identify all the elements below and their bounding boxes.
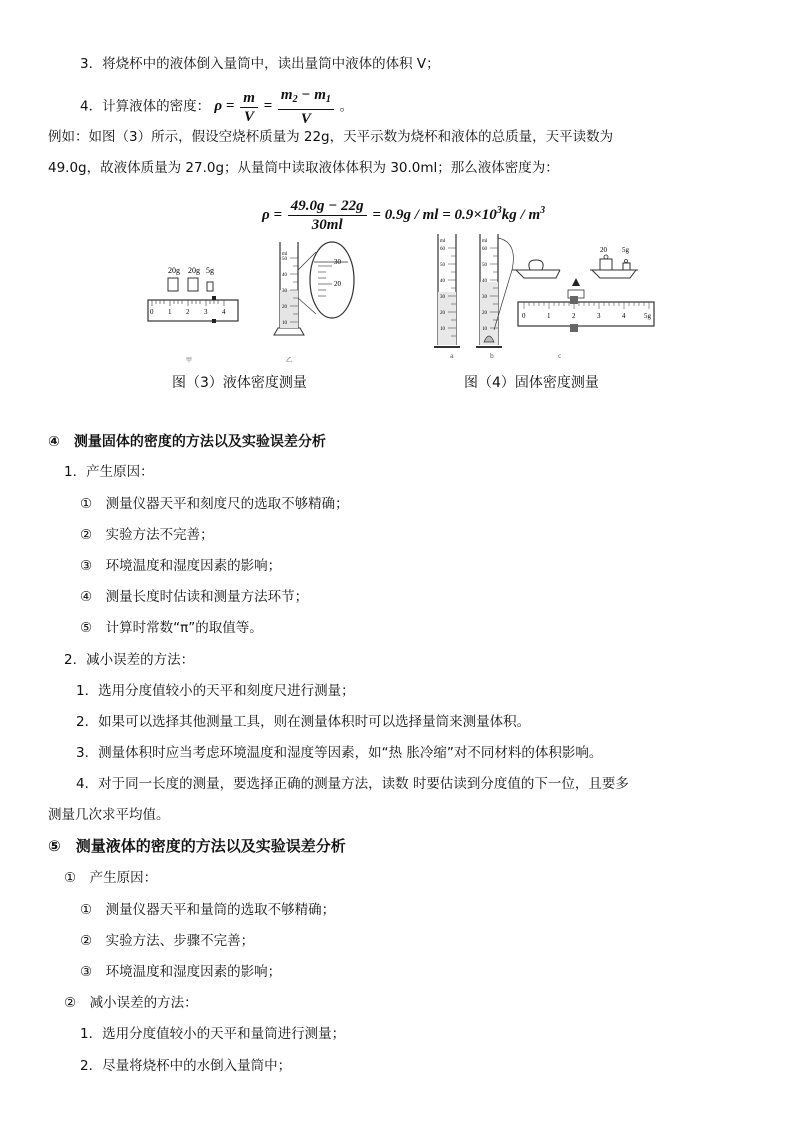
section-4-cause-item: ④ 测量长度时估读和测量方法环节；: [80, 589, 309, 605]
numerator-mass-difference: [278, 86, 334, 110]
section-4-cause-item: ③ 环境温度和湿度因素的影响；: [80, 558, 282, 574]
cylinder-b-unit: ml: [482, 239, 488, 244]
figure-label-c: c: [558, 353, 562, 360]
ruler-tick: 3: [597, 312, 601, 320]
section-4-title: ④ 测量固体的密度的方法以及实验误差分析: [48, 434, 326, 450]
cylinder-a-tick: 40: [440, 279, 445, 284]
scale-tick: 4: [222, 308, 226, 316]
cylinder-b: [476, 234, 513, 347]
example-line-2: 49.0g，故液体质量为 27.0g；从量筒中读取液体体积为 30.0ml；那么液体密度为：: [48, 160, 559, 176]
equals-sign: =: [225, 98, 235, 115]
denominator-v: V: [244, 108, 255, 125]
example-exponent: 3: [496, 205, 502, 216]
section-4-causes-heading: 1．产生原因：: [64, 464, 154, 480]
section-5-cause-item: ③ 环境温度和湿度因素的影响；: [80, 964, 282, 980]
cylinder-tick: 40: [282, 273, 287, 278]
step4-label: 4．计算液体的密度：: [80, 98, 211, 115]
example-result-1: = 0.9g / ml = 0.9×10: [372, 207, 497, 223]
rho-symbol-example: ρ: [262, 207, 270, 223]
weight-label: 20g: [168, 266, 180, 275]
cylinder-a-tick: 20: [440, 311, 445, 316]
graduated-cylinder: [274, 242, 304, 335]
figure-label-a: a: [450, 353, 454, 360]
balance: [512, 246, 638, 298]
cylinder-a-tick: 60: [440, 247, 445, 252]
cylinder-b-tick: 10: [482, 327, 487, 332]
zoom-tick: 20: [334, 280, 341, 288]
section-4-reduce-heading: 2．减小误差的方法：: [64, 652, 195, 668]
cylinder-b-tick: 20: [482, 311, 487, 316]
section-4-reduce-item: 2．如果可以选择其他测量工具，则在测量体积时可以选择量筒来测量体积。: [76, 714, 531, 730]
cylinder-tick: 30: [282, 289, 287, 294]
rho-symbol: ρ: [214, 98, 223, 115]
ruler-tick: 2: [572, 312, 576, 320]
cylinder-a-tick: 10: [440, 327, 445, 332]
balance-ruler: [518, 296, 654, 332]
figure-4-solid-density: [432, 230, 662, 370]
example-denominator: 30ml: [311, 217, 343, 234]
equals-sign-2: =: [263, 98, 273, 115]
section-4-reduce-continuation: 测量几次求平均值。: [48, 807, 170, 823]
weights-group: [168, 266, 214, 291]
cylinder-tick: 20: [282, 305, 287, 310]
scale-tick: 3: [204, 308, 208, 316]
balance-scale-ruler: [148, 296, 238, 323]
section-5-reduce-heading: ② 减小误差的方法：: [64, 995, 198, 1011]
weight-label: 20g: [188, 266, 200, 275]
example-numerator: 49.0g − 22g: [288, 197, 367, 216]
density-formula: [214, 87, 339, 127]
section-4-cause-item: ⑤ 计算时常数“π”的取值等。: [80, 620, 263, 636]
section-5-causes-heading: ① 产生原因：: [64, 870, 158, 886]
denominator-v-2: V: [300, 111, 311, 127]
scale-tick: 1: [168, 308, 172, 316]
step4-line: [80, 86, 354, 127]
section-5-reduce-item: 2．尽量将烧杯中的水倒入量筒中；: [80, 1058, 292, 1074]
figure-3-caption: 图（3）液体密度测量: [172, 375, 307, 391]
period-mark: 。: [339, 98, 354, 115]
m1-symbol: m: [314, 87, 326, 103]
weight-label: 5g: [622, 246, 629, 254]
section-4-cause-item: ① 测量仪器天平和刻度尺的选取不够精确；: [80, 496, 349, 512]
figure-3-liquid-density: [140, 240, 370, 370]
numerator-m: m: [240, 89, 258, 108]
weight-label: 5g: [206, 266, 214, 275]
m2-symbol: m: [280, 87, 293, 103]
example-result-unit: kg / m: [501, 207, 541, 223]
figure-4-caption: 图（4）固体密度测量: [464, 375, 599, 391]
section-4-cause-item: ② 实验方法不完善；: [80, 527, 214, 543]
ruler-tick: 4: [622, 312, 626, 320]
m2-subscript: 2: [292, 94, 298, 105]
scale-tick: 0: [150, 308, 154, 316]
section-5-title: ⑤ 测量液体的密度的方法以及实验误差分析: [48, 837, 346, 855]
example-formula: ρ = $\frac{49.0g - 22g}{30ml}$ = 0.9g / ml = $0.9\times 10^3kg / m^3$: [262, 198, 546, 234]
m1-subscript: 1: [325, 94, 331, 105]
cylinder-a-tick: 50: [440, 263, 445, 268]
ruler-tick: 1: [547, 312, 551, 320]
figure-label-b: b: [490, 353, 494, 360]
cylinder-unit: ml: [282, 252, 288, 257]
zoom-tick: 30: [334, 258, 341, 266]
section-4-reduce-item: 4．对于同一长度的测量，要选择正确的测量方法，读数 时要估读到分度值的下一位，且要多: [76, 776, 629, 792]
scale-tick: 2: [186, 308, 190, 316]
minus-sign: −: [297, 87, 315, 103]
cylinder-a-unit: ml: [440, 239, 446, 244]
section-5-cause-item: ① 测量仪器天平和量筒的选取不够精确；: [80, 902, 336, 918]
figure-label-a: 甲: [186, 357, 193, 364]
section-5-reduce-item: 1．选用分度值较小的天平和量筒进行测量；: [80, 1026, 346, 1042]
figure-label-b: 乙: [286, 357, 293, 364]
cylinder-b-tick: 30: [482, 295, 487, 300]
weight-label: 20: [600, 246, 607, 254]
cylinder-tick: 10: [282, 321, 287, 326]
section-4-reduce-item: 1．选用分度值较小的天平和刻度尺进行测量；: [76, 683, 355, 699]
section-4-reduce-item: 3．测量体积时应当考虑环境温度和湿度等因素，如“热 胀冷缩”对不同材料的体积影响。: [76, 745, 603, 761]
zoom-view: [298, 242, 354, 318]
ruler-tick: 5g: [644, 312, 651, 320]
cylinder-tick: 50: [282, 257, 287, 262]
cylinder-b-tick: 60: [482, 247, 487, 252]
ruler-tick: 0: [522, 312, 526, 320]
cylinder-a-tick: 30: [440, 295, 445, 300]
example-unit-exponent: 3: [540, 205, 546, 216]
fraction-mass-difference: [278, 86, 334, 128]
cylinder-b-tick: 50: [482, 263, 487, 268]
cylinder-b-tick: 40: [482, 279, 487, 284]
step3-text: 3．将烧杯中的液体倒入量筒中，读出量筒中液体的体积 V；: [80, 56, 440, 72]
example-fraction: [288, 197, 367, 234]
section-5-cause-item: ② 实验方法、步骤不完善；: [80, 933, 255, 949]
cylinder-a: [434, 234, 460, 347]
fraction-m-over-v: [240, 89, 258, 126]
example-line-1: 例如：如图（3）所示，假设空烧杯质量为 22g，天平示数为烧杯和液体的总质量，天平读数为: [48, 129, 614, 145]
